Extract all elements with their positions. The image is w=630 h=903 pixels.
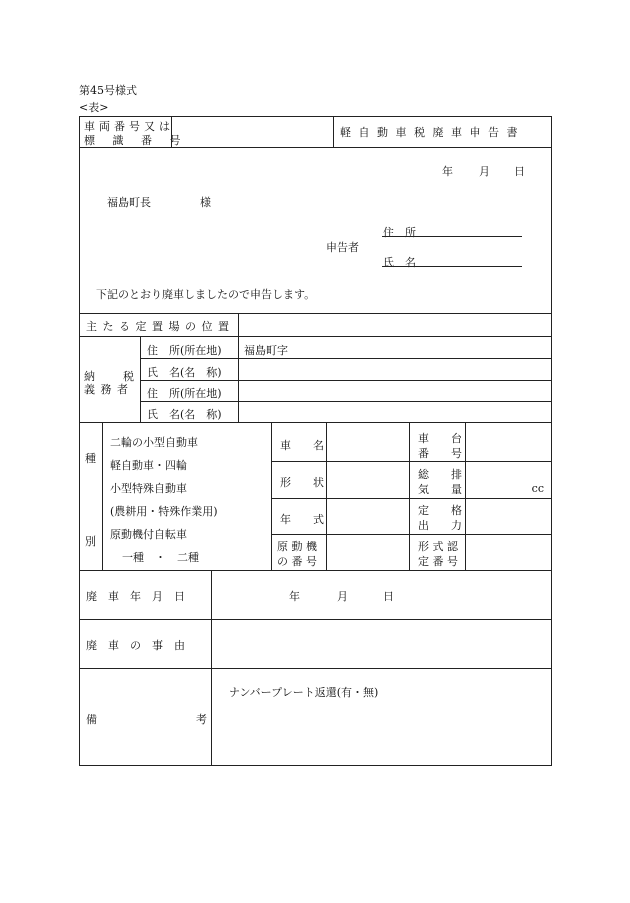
- declarant-name-field[interactable]: [382, 254, 522, 267]
- remarks-label-right: 考: [196, 713, 207, 726]
- type-cert-label-1: 形 式 認: [418, 540, 458, 553]
- category-option-agri-special-note: (農耕用・特殊作業用): [110, 505, 218, 518]
- taxpayer-label-2: 義 務 者: [84, 383, 129, 396]
- displacement-field[interactable]: [470, 466, 546, 494]
- declarant-address-field[interactable]: [382, 224, 522, 237]
- type-cert-field[interactable]: [470, 538, 546, 566]
- taxpayer-address-field-1[interactable]: 福島町字: [244, 344, 288, 357]
- taxpayer-address-field-2[interactable]: [244, 385, 544, 397]
- rated-output-label-2: 出 力: [418, 519, 462, 532]
- scrap-reason-label: 廃 車 の 事 由: [86, 639, 185, 652]
- scrap-date-field[interactable]: [215, 580, 545, 612]
- remarks-label-left: 備: [86, 713, 97, 726]
- vehicle-number-label: 車両番号又は: [84, 120, 174, 133]
- plate-number-label: 標 識 番 号: [84, 134, 188, 147]
- declarant-name-label: 氏 名: [383, 256, 416, 269]
- car-name-field[interactable]: [330, 428, 404, 458]
- scrap-date-day: 日: [383, 590, 394, 603]
- taxpayer-name-field-2[interactable]: [244, 406, 544, 418]
- category-option-motorcycle[interactable]: 二輪の小型自動車: [110, 436, 198, 449]
- storage-location-label: 主 た る 定 置 場 の 位 置: [86, 320, 230, 333]
- shape-label: 形 状: [280, 476, 324, 489]
- category-option-small-special[interactable]: 小型特殊自動車: [110, 482, 187, 495]
- declarant-label: 申告者: [326, 241, 359, 254]
- model-year-field[interactable]: [330, 502, 404, 530]
- category-label-bottom: 別: [85, 535, 96, 548]
- addressee-honorific: 様: [200, 196, 211, 209]
- scrap-reason-field[interactable]: [218, 626, 546, 662]
- displacement-label-1: 総 排: [418, 468, 462, 481]
- taxpayer-address-label-2: 住 所(所在地): [147, 387, 222, 400]
- category-option-moped[interactable]: 原動機付自転車: [110, 528, 187, 541]
- engine-number-field[interactable]: [330, 538, 404, 566]
- declaration-statement: 下記のとおり廃車しましたので申告します。: [96, 288, 316, 301]
- form-number: 第45号様式: [79, 84, 137, 97]
- addressee-town: 福島町長: [107, 196, 151, 209]
- scrap-date-label: 廃 車 年 月 日: [86, 590, 185, 603]
- model-year-label: 年 式: [280, 513, 324, 526]
- date-month-label: 月: [479, 165, 490, 178]
- taxpayer-address-label-1: 住 所(所在地): [147, 344, 222, 357]
- plate-return-option[interactable]: ナンバープレート返還(有・無): [229, 686, 379, 699]
- scrap-date-month: 月: [337, 590, 348, 603]
- form-side-label: <表>: [79, 101, 109, 114]
- rated-output-label-1: 定 格: [418, 504, 462, 517]
- engine-number-label-1: 原 動 機: [277, 540, 317, 553]
- category-option-kei-car[interactable]: 軽自動車・四輪: [110, 459, 187, 472]
- scrap-date-year: 年: [289, 590, 300, 603]
- displacement-unit: cc: [531, 482, 544, 495]
- displacement-label-2: 気 量: [418, 483, 462, 496]
- date-day-label: 日: [514, 165, 525, 178]
- chassis-number-field[interactable]: [470, 428, 546, 458]
- category-label-top: 種: [85, 452, 96, 465]
- date-year-label: 年: [442, 165, 453, 178]
- chassis-number-label-1: 車 台: [418, 432, 462, 445]
- chassis-number-label-2: 番 号: [418, 447, 462, 460]
- shape-field[interactable]: [330, 466, 404, 494]
- taxpayer-name-field-1[interactable]: [244, 364, 544, 376]
- type-cert-label-2: 定 番 号: [418, 555, 458, 568]
- taxpayer-label-1: 納 税: [84, 370, 136, 383]
- form-title: 軽 自 動 車 税 廃 車 申 告 書: [340, 126, 520, 139]
- category-option-moped-class[interactable]: 一種 ・ 二種: [122, 551, 199, 564]
- declarant-address-label: 住 所: [383, 226, 416, 239]
- taxpayer-name-label-1: 氏 名(名 称): [147, 366, 222, 379]
- engine-number-label-2: の 番 号: [277, 555, 317, 568]
- car-name-label: 車 名: [280, 439, 324, 452]
- rated-output-field[interactable]: [470, 502, 546, 530]
- taxpayer-name-label-2: 氏 名(名 称): [147, 408, 222, 421]
